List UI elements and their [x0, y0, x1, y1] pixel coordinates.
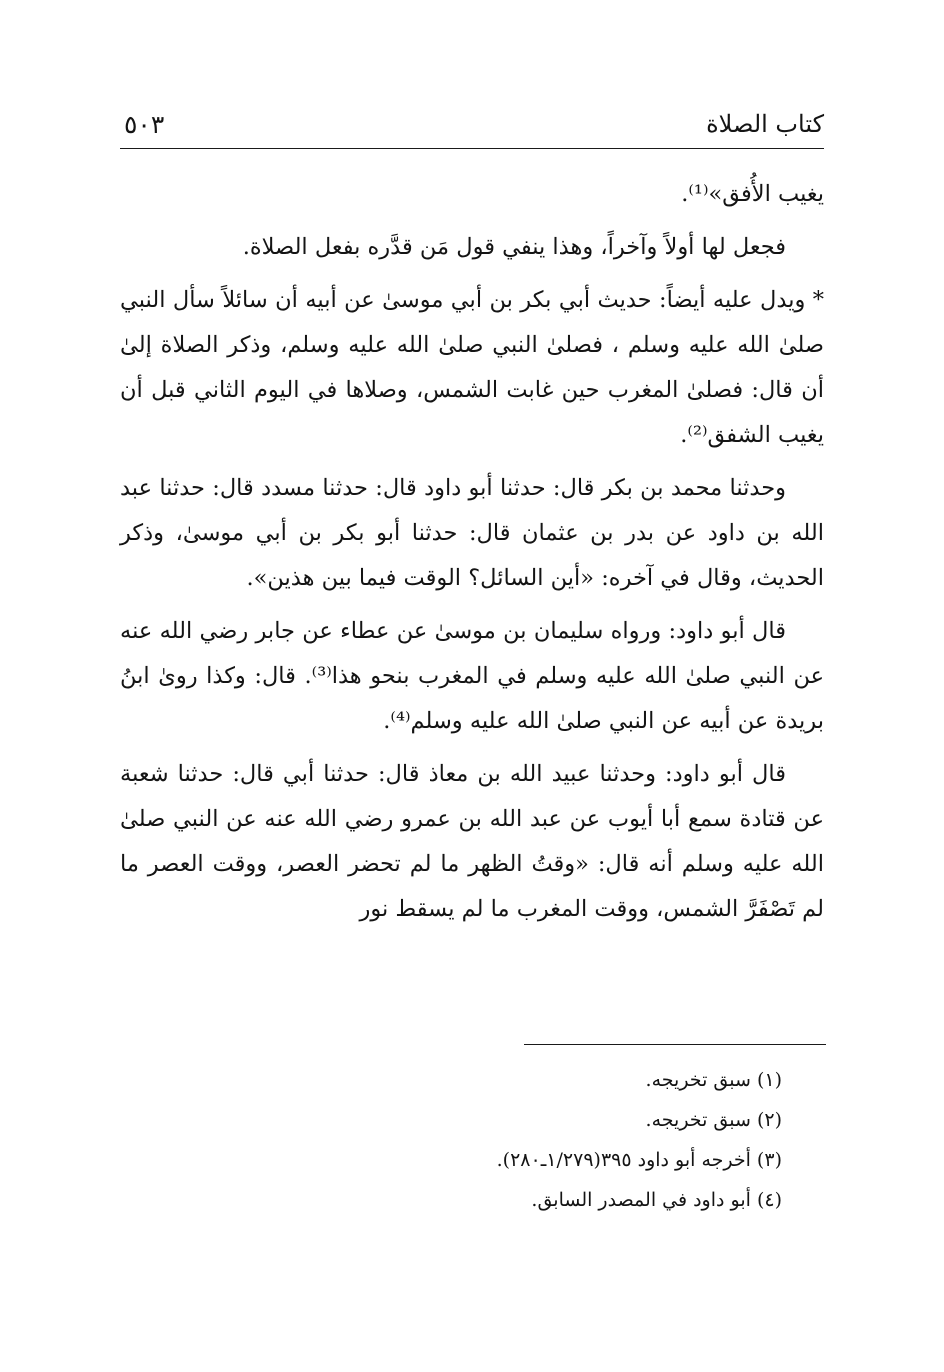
footnote: (٢) سبق تخريجه. — [645, 1109, 782, 1131]
paragraph: وحدثنا محمد بن بكر قال: حدثنا أبو داود قال: حدثنا مسدد قال: حدثنا عبد الله بن داود عن بدر بن عثمان قال: حدثنا أبو بكر بن أبي موسىٰ، وذكر الحديث، وقال في آخره: «أين السائل؟ الوقت فيما بين هذين». — [120, 475, 824, 591]
page-number: ٥٠٣ — [124, 110, 165, 139]
footnote: (٤) أبو داود في المصدر السابق. — [531, 1189, 782, 1211]
paragraph: قال أبو داود: وحدثنا عبيد الله بن معاذ قال: حدثنا أبي قال: حدثنا شعبة عن قتادة سمع أبا أيوب عن عبد الله بن عمرو رضي الله عنه عن النبي صلىٰ الله عليه وسلم أنه قال: «وقتُ الظهر ما لم تحضر العصر، ووقت العصر ما لم تَصْفَرَّ الشمس، ووقت المغرب ما لم يسقط نور — [120, 761, 824, 922]
footnote: (٣) أخرجه أبو داود ٣٩٥(١/٢٧٩ـ٢٨٠). — [496, 1149, 782, 1171]
paragraph: * ويدل عليه أيضاً: حديث أبي بكر بن أبي موسىٰ عن أبيه أن سائلاً سأل النبي صلىٰ الله عليه وسلم ، فصلىٰ النبي صلىٰ الله عليه وسلم، وذكر الصلاة إلىٰ أن قال: فصلىٰ المغرب حين غابت الشمس، وصلاها في اليوم الثاني قبل أن يغيب الشفق⁽²⁾. — [120, 287, 824, 448]
running-title: كتاب الصلاة — [706, 110, 824, 138]
paragraph: قال أبو داود: ورواه سليمان بن موسىٰ عن عطاء عن جابر رضي الله عنه عن النبي صلىٰ الله عليه وسلم في المغرب بنحو هذا⁽³⁾. قال: وكذا روىٰ ابنُ بريدة عن أبيه عن النبي صلىٰ الله عليه وسلم⁽⁴⁾. — [120, 618, 824, 734]
page-header — [120, 104, 824, 149]
footnote-separator — [524, 1044, 826, 1045]
main-text — [120, 172, 824, 940]
footnote: (١) سبق تخريجه. — [645, 1069, 782, 1091]
paragraph-continuation: يغيب الأُفق»⁽¹⁾. — [681, 181, 824, 207]
footnotes — [120, 1060, 782, 1220]
paragraph: فجعل لها أولاً وآخراً، وهذا ينفي قول مَن قدَّره بفعل الصلاة. — [242, 234, 786, 260]
